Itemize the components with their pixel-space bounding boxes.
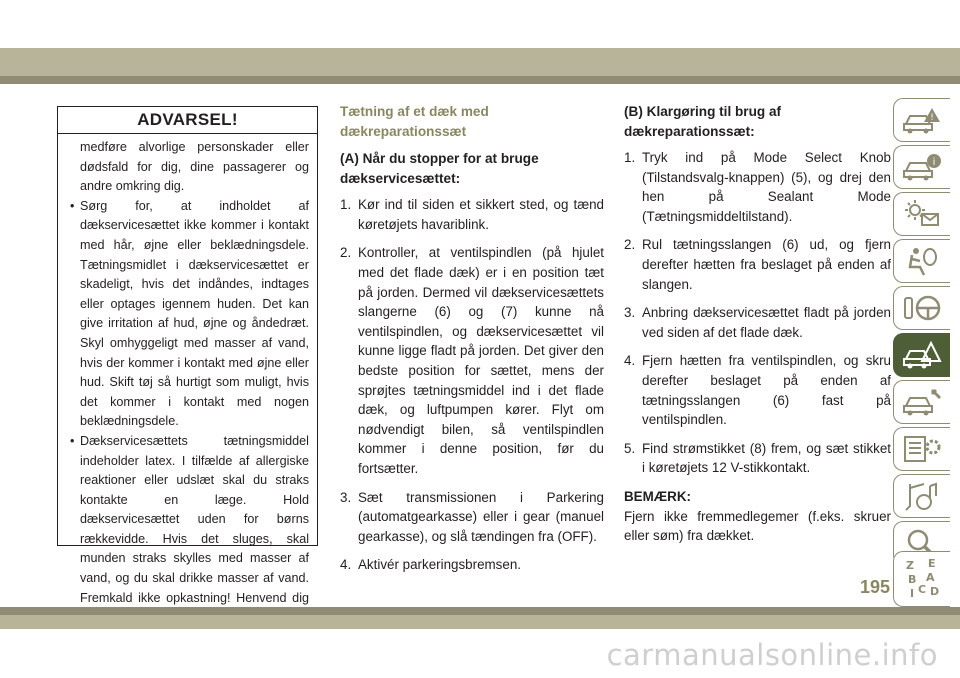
tab-car-warning[interactable] [893,98,950,142]
list-item: 2. Rul tætningsslangen (6) ud, og fjern derefter hætten fra beslaget på enden af slangen. [624,237,891,292]
tab-car-service[interactable] [893,380,950,424]
lights-message-icon [902,198,942,230]
subsection-a-title: (A) Når du stopper for at bruge dækservicesættet: [340,151,539,186]
tab-steering-wheel[interactable] [893,286,950,330]
watermark: carmanualsonline.info [606,638,938,672]
airbag-seat-icon [902,245,942,277]
steering-wheel-icon [902,292,942,324]
tab-car-hazard[interactable] [893,333,950,377]
index-letter-e: E [928,557,936,570]
index-letter-i: I [910,587,915,600]
header-stripe-dark [0,76,960,84]
list-item: 4. Aktivér parkeringsbremsen. [340,557,521,573]
top-margin [0,0,960,48]
page-number: 195 [859,577,890,597]
warning-box [57,106,318,605]
tab-car-info[interactable] [893,145,950,189]
list-item: 5. Find strømstikket (8) frem, og sæt stikket i køretøjets 12 V-stikkontakt. [624,440,891,476]
warning-bullet-2: • Dækservicesættets tætningsmiddel indeholder latex. I tilfælde af allergiske reaktioner eller udslæt skal du straks kontakte en læge. Hold dækservicesættet uden for børns rækkevidde. Hvis det sluges, skal munden straks skylles med masser af vand, og du skal drikke masser af vand. Fremkald ikke opkastning! Henvend dig [70,432,309,628]
car-hazard-icon [902,339,942,371]
warning-intro: medføre alvorlige personskader eller dødsfald for dig, dine passagerer og andre omkring dig. [80,140,309,194]
footer-stripe [0,615,960,629]
warning-body [58,134,317,628]
car-warning-icon [902,104,942,136]
note-text: Fjern ikke fremmedlegemer (f.eks. skruer eller søm) fra dækket. [624,508,891,544]
tab-lights-message[interactable] [893,192,950,236]
multimedia-icon [902,480,942,512]
index-letter-b: B [908,573,917,586]
tab-maintenance[interactable] [893,427,950,471]
index-letter-c: C [918,583,927,596]
list-item: 3. Sæt transmissionen i Parkering (automatgearkasse) eller i gear (manuel gearkasse), og slå tændingen fra (OFF). [340,489,604,544]
steps-a [340,195,604,575]
subsection-b-title: (B) Klargøring til brug af dækreparationssæt: [624,104,782,139]
index-letters-icon [902,557,942,601]
footer-stripe-dark [0,607,960,615]
section-title: Tætning af et dæk med dækreparationssæt [340,104,489,139]
list-item: 1. Tryk ind på Mode Select Knob (Tilstandsvalg-knappen) (5), og drej den hen på Sealant Mode (Tætningsmiddeltilstand). [624,150,891,224]
warning-bullet-1: • Sørg for, at indholdet af dækservicesættet ikke kommer i kontakt med hår, øjne eller beklædningsdele. Tætningsmidlet i dækservicesættet er skadeligt, hvis det indåndes, indtages eller optages igennem huden. Det kan give irritation af hud, øjne og åndedræt. Skyl omhyggeligt med masser af vand, hvis der kommer i kontakt med øjne eller hud. Skift tøj så hurtigt som muligt, hvis det kommer i kontakt med nogen beklædningsdele. [70,197,309,432]
steps-b [624,148,891,478]
list-item: 3. Anbring dækservicesættet fladt på jorden ved siden af det flade dæk. [624,305,891,340]
maintenance-checklist-icon [902,433,942,465]
column-right [624,102,891,546]
index-letter-a: A [926,571,935,584]
header-stripe [0,48,960,76]
note-label: BEMÆRK: [624,488,691,504]
warning-title: ADVARSEL! [58,107,317,134]
index-letter-d: D [930,585,940,598]
svg-text:i: i [932,157,936,168]
svg-text:!: ! [930,113,934,123]
column-middle [340,102,604,584]
tab-index[interactable] [893,551,950,607]
index-letter-z: Z [906,559,914,572]
tab-airbag-seat[interactable] [893,239,950,283]
car-info-icon [902,151,942,183]
list-item: 1. Kør ind til siden et sikkert sted, og tænd køretøjets havariblink. [340,197,604,232]
list-item: 2. Kontroller, at ventilspindlen (på hjulet med det flade dæk) er i en position tæt på jorden. Dermed vil dækservicesættets slangerne (6) og (7) kunne nå ventilspindlen, og dækservicesættet vil kunne ligge fladt på jorden. Det giver den bedste position for sættet, mens der sprøjtes tætningsmiddel ind i det flade dæk, og luftpumpen kører. Flyt om nødvendigt bilen, så ventilspindlen kommer i denne position, før du fortsætter. [340,245,604,476]
car-service-icon [902,386,942,418]
list-item: 4. Fjern hætten fra ventilspindlen, og skru derefter beslaget på enden af tætningsslangen (6) fast på ventilspindlen. [624,353,891,428]
tab-multimedia[interactable] [893,474,950,518]
